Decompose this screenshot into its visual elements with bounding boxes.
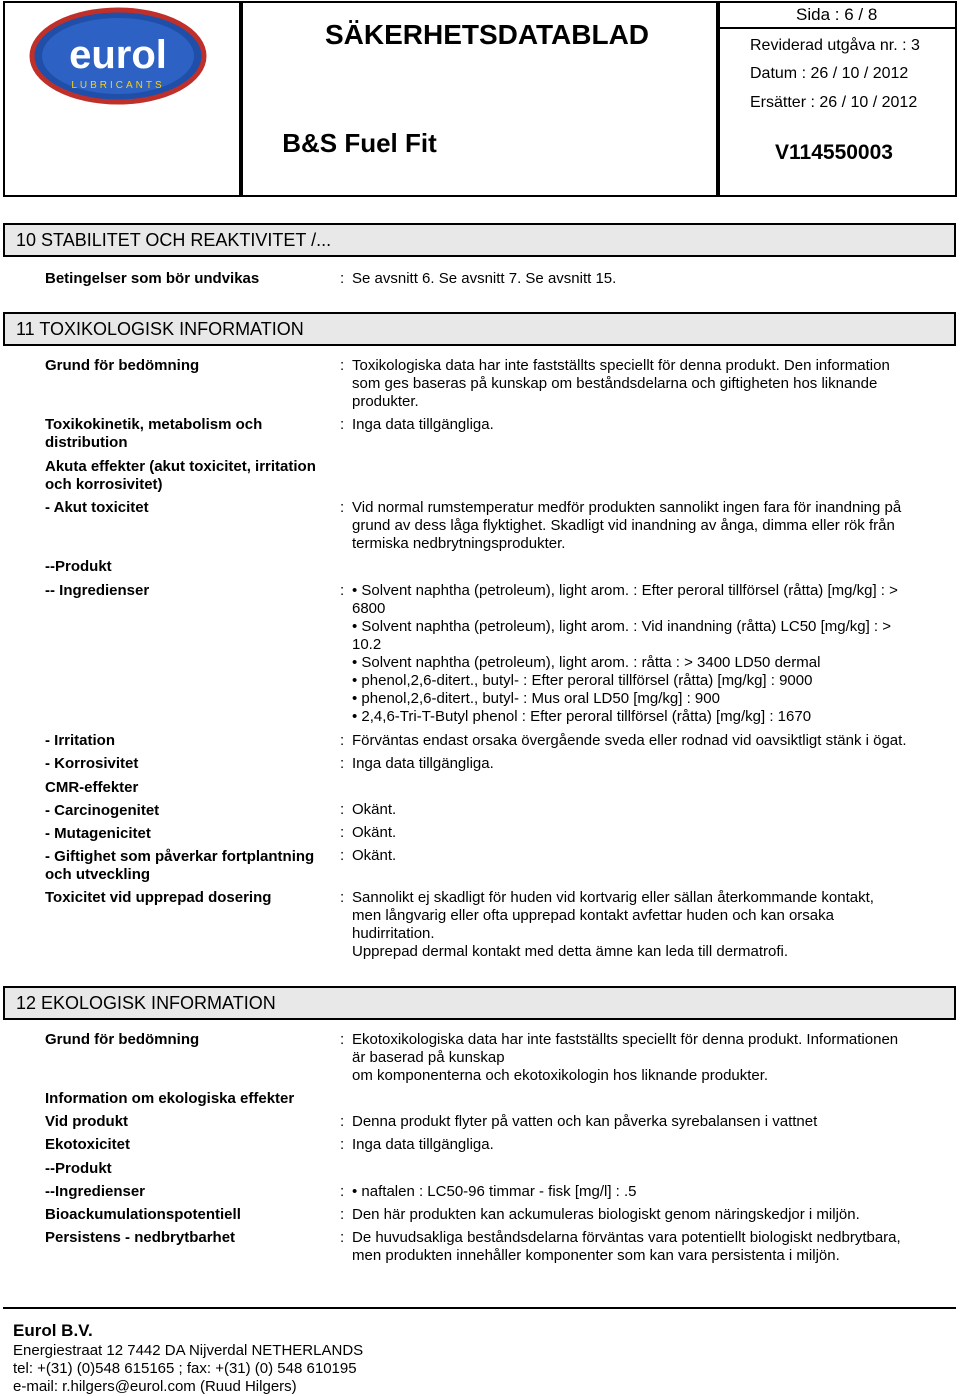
assessment-basis-line-3: produkter. <box>352 393 419 410</box>
toxicokinetics-label-line-2: distribution <box>45 434 128 451</box>
irritation-value: Förväntas endast orsaka övergående sveda eller rodnad vid oavsiktligt stänk i ögat. <box>352 732 907 749</box>
ecotoxicity-value: Inga data tillgängliga. <box>352 1136 494 1153</box>
eco-basis-line-2: är baserad på kunskap <box>352 1049 505 1066</box>
ingredient-item-cont: 6800 <box>352 600 386 617</box>
persistence-line-2: men produkten innehåller komponenter som kan vara persistenta i miljön. <box>352 1247 840 1264</box>
eco-product-label: --Produkt <box>45 1160 112 1177</box>
acute-toxicity-line-3: termiska nedbrytningsprodukter. <box>352 535 566 552</box>
document-title: SÄKERHETSDATABLAD <box>324 19 650 50</box>
ingredient-item-cont: 10.2 <box>352 636 382 653</box>
toxicokinetics-value: Inga data tillgängliga. <box>352 416 494 433</box>
footer-phone: tel: +(31) (0)548 615165 ; fax: +(31) (0) 548 610195 <box>13 1360 357 1377</box>
revision-number: Reviderad utgåva nr. : 3 <box>750 37 920 54</box>
irritation-label: - Irritation <box>45 732 115 749</box>
toxicokinetics-label-line-1: Toxikokinetik, metabolism och <box>45 416 263 433</box>
persistence-line-1: De huvudsakliga beståndsdelarna förväntas vara potentiellt biologiskt nedbrytbara, <box>352 1229 901 1246</box>
ingredient-item: • 2,4,6-Tri-T-Butyl phenol : Efter peroral tillförsel (råtta) [mg/kg] : 1670 <box>352 708 812 725</box>
footer-company: Eurol B.V. <box>13 1321 93 1340</box>
section-11-heading: 11 TOXIKOLOGISK INFORMATION <box>3 312 956 346</box>
persistence-label: Persistens - nedbrytbarhet <box>45 1229 236 1246</box>
colon: : <box>340 1113 345 1130</box>
product-name: B&S Fuel Fit <box>282 128 437 158</box>
eco-ingredients-label: --Ingredienser <box>45 1183 146 1200</box>
page-number: Sida : 6 / 8 <box>796 5 878 24</box>
reproductive-toxicity-value: Okänt. <box>352 847 397 864</box>
product-effect-label: Vid produkt <box>45 1113 129 1130</box>
reproductive-toxicity-label-line-2: och utveckling <box>45 866 151 883</box>
repeated-dose-line-1: Sannolikt ej skadligt för huden vid kortvarig eller sällan återkommande kontakt, <box>352 889 874 906</box>
section-12-heading: 12 EKOLOGISK INFORMATION <box>3 986 956 1020</box>
eurol-logo <box>28 6 208 106</box>
colon: : <box>340 270 345 287</box>
mutagenicity-label: - Mutagenicitet <box>45 825 151 842</box>
colon: : <box>340 1206 345 1223</box>
colon: : <box>340 499 345 516</box>
repeated-dose-line-4: Upprepad dermal kontakt med detta ämne kan leda till dermatrofi. <box>352 943 789 960</box>
ingredient-item: • phenol,2,6-ditert., butyl- : Efter peroral tillförsel (råtta) [mg/kg] : 9000 <box>352 672 813 689</box>
eco-effects-label: Information om ekologiska effekter <box>45 1090 295 1107</box>
colon: : <box>340 847 345 864</box>
product-code: V114550003 <box>775 141 893 164</box>
colon: : <box>340 582 345 599</box>
eco-basis-line-1: Ekotoxikologiska data har inte fastställts speciellt för denna produkt. Informationen <box>352 1031 899 1048</box>
repeated-dose-label: Toxicitet vid upprepad dosering <box>45 889 272 906</box>
ingredient-item: • Solvent naphtha (petroleum), light arom. : Efter peroral tillförsel (råtta) [mg/kg] : > <box>352 582 898 599</box>
colon: : <box>340 824 345 841</box>
cmr-effects-label: CMR-effekter <box>45 779 139 796</box>
colon: : <box>340 1183 345 1200</box>
assessment-basis-line-1: Toxikologiska data har inte fastställts speciellt för denna produkt. Den information <box>352 357 890 374</box>
product-effect-value: Denna produkt flyter på vatten och kan påverka syrebalansen i vattnet <box>352 1113 818 1130</box>
carcinogenicity-value: Okänt. <box>352 801 397 818</box>
eco-ingredient-item: • naftalen : LC50-96 timmar - fisk [mg/l] : .5 <box>352 1183 637 1200</box>
mutagenicity-value: Okänt. <box>352 824 397 841</box>
ingredient-item: • Solvent naphtha (petroleum), light arom. : Vid inandning (råtta) LC50 [mg/kg] : > <box>352 618 892 635</box>
bioaccumulation-value: Den här produkten kan ackumuleras biologiskt genom näringskedjor i miljön. <box>352 1206 860 1223</box>
eco-basis-label: Grund för bedömning <box>45 1031 200 1048</box>
footer-address: Energiestraat 12 7442 DA Nijverdal NETHERLANDS <box>13 1342 364 1359</box>
logo-sub-text: LUBRICANTS <box>71 80 165 91</box>
colon: : <box>340 416 345 433</box>
replaces-date: Ersätter : 26 / 10 / 2012 <box>750 94 918 111</box>
colon: : <box>340 889 345 906</box>
ingredient-item: • phenol,2,6-ditert., butyl- : Mus oral LD50 [mg/kg] : 900 <box>352 690 720 707</box>
corrosivity-label: - Korrosivitet <box>45 755 139 772</box>
ingredient-item: • Solvent naphtha (petroleum), light arom. : råtta : > 3400 LD50 dermal <box>352 654 821 671</box>
corrosivity-value: Inga data tillgängliga. <box>352 755 494 772</box>
assessment-basis-label: Grund för bedömning <box>45 357 200 374</box>
repeated-dose-line-3: hudirritation. <box>352 925 435 942</box>
ecotoxicity-label: Ekotoxicitet <box>45 1136 131 1153</box>
acute-toxicity-line-1: Vid normal rumstemperatur medför produkten sannolikt ingen fara för inandning på <box>352 499 902 516</box>
acute-toxicity-label: - Akut toxicitet <box>45 499 149 516</box>
acute-effects-label-line-1: Akuta effekter (akut toxicitet, irritation <box>45 458 316 475</box>
colon: : <box>340 801 345 818</box>
colon: : <box>340 732 345 749</box>
bioaccumulation-label: Bioackumulationspotentiell <box>45 1206 241 1223</box>
product-label: --Produkt <box>45 558 112 575</box>
reproductive-toxicity-label-line-1: - Giftighet som påverkar fortplantning <box>45 848 315 865</box>
footer-divider <box>3 1307 956 1309</box>
carcinogenicity-label: - Carcinogenitet <box>45 802 160 819</box>
acute-effects-label-line-2: och korrosivitet) <box>45 476 163 493</box>
ingredients-label: -- Ingredienser <box>45 582 150 599</box>
colon: : <box>340 357 345 374</box>
eco-basis-line-3: om komponenterna och ekotoxikologin hos liknande produkter. <box>352 1067 769 1084</box>
repeated-dose-line-2: men långvarig eller ofta upprepad kontakt avfettar huden och kan orsaka <box>352 907 834 924</box>
colon: : <box>340 1031 345 1048</box>
footer-email[interactable]: e-mail: r.hilgers@eurol.com (Ruud Hilgers) <box>13 1378 297 1395</box>
colon: : <box>340 755 345 772</box>
logo-brand-text: eurol <box>69 33 167 77</box>
section-10-heading: 10 STABILITET OCH REAKTIVITET /... <box>3 223 956 257</box>
acute-toxicity-line-2: grund av dess låga flyktighet. Skadligt vid inandning av ånga, dimma eller rök från <box>352 517 895 534</box>
assessment-basis-line-2: som ges baseras på kunskap om beståndsdelarna och giftigheten hos liknande <box>352 375 878 392</box>
colon: : <box>340 1229 345 1246</box>
conditions-value: Se avsnitt 6. Se avsnitt 7. Se avsnitt 15. <box>352 270 617 287</box>
colon: : <box>340 1136 345 1153</box>
date: Datum : 26 / 10 / 2012 <box>750 65 909 82</box>
conditions-label: Betingelser som bör undvikas <box>45 270 260 287</box>
